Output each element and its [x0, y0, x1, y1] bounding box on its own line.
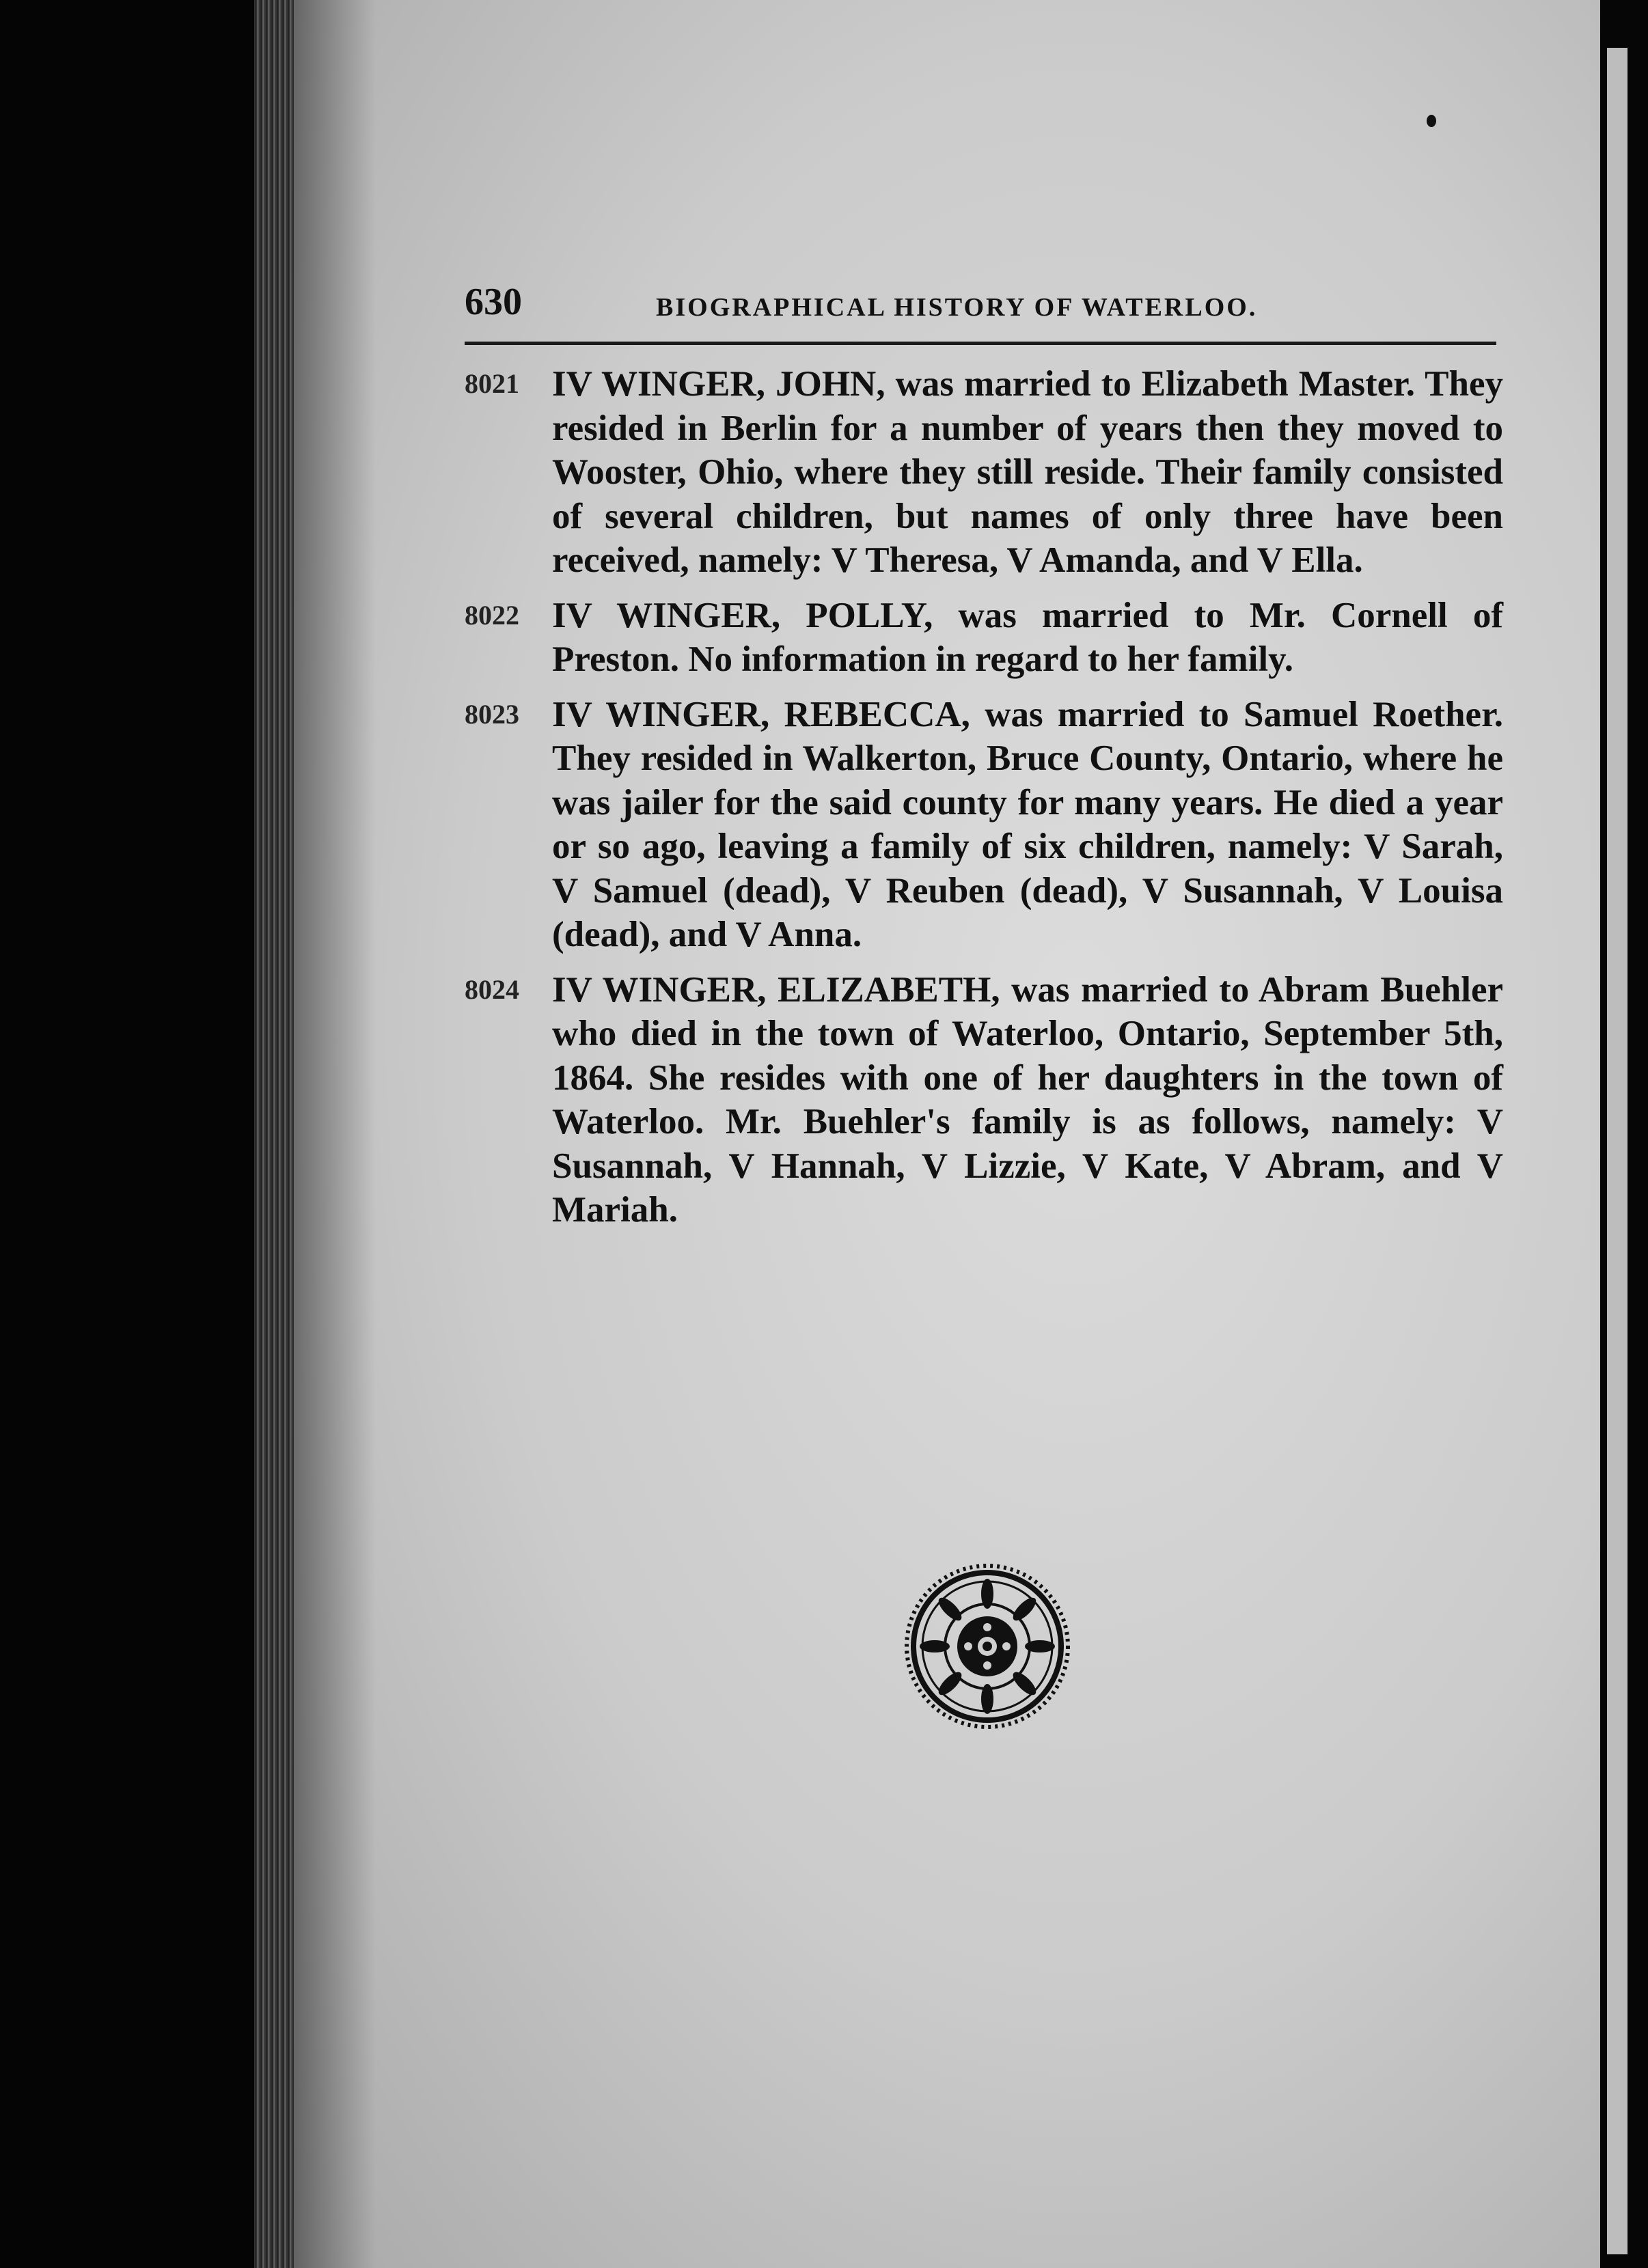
entry-8024 [465, 968, 1503, 1232]
entry-text: IV WINGER, REBECCA, was married to Samuel Roether. They resided in Walkerton, Bruce County, Ontario, where he was jailer for the said county for many years. He died a year or so ago, leaving a family of six children, namely: V Sarah, V Samuel (dead), V Reuben (dead), V Susannah, V Louisa (dead), and V Anna. [552, 694, 1503, 954]
running-head: BIOGRAPHICAL HISTORY OF WATERLOO. [656, 293, 1258, 322]
entry-number: 8021 [465, 368, 519, 399]
header-rule [465, 342, 1496, 345]
entry-8023 [465, 693, 1503, 957]
entry-text: IV WINGER, ELIZABETH, was married to Abram Buehler who died in the town of Waterloo, Ontario, September 5th, 1864. She resides with one of her daughters in the town of Waterloo. Mr. Buehler's family is as follows, namely: V Susannah, V Hannah, V Lizzie, V Kate, V Abram, and V Mariah. [552, 969, 1503, 1230]
entry-number: 8023 [465, 698, 519, 730]
entry-number: 8024 [465, 973, 519, 1005]
entry-8021 [465, 362, 1503, 583]
page-number: 630 [465, 281, 522, 323]
binding-shadow [294, 0, 376, 2268]
entry-list [465, 362, 1503, 1243]
entry-number: 8022 [465, 599, 519, 631]
entry-text: IV WINGER, JOHN, was married to Elizabeth Master. They resided in Berlin for a number of years then they moved to Wooster, Ohio, where they still reside. Their family consisted of several children, but names of only three have been received, namely: V Theresa, V Amanda, and V Ella. [552, 364, 1503, 580]
entry-8022 [465, 594, 1503, 682]
circular-rosette-ornament-icon [902, 1561, 1073, 1732]
ink-speck [1427, 115, 1436, 127]
entry-text: IV WINGER, POLLY, was married to Mr. Cornell of Preston. No information in regard to her family. [552, 595, 1503, 679]
page-header [465, 280, 1496, 342]
next-page-edge [1607, 48, 1628, 2254]
